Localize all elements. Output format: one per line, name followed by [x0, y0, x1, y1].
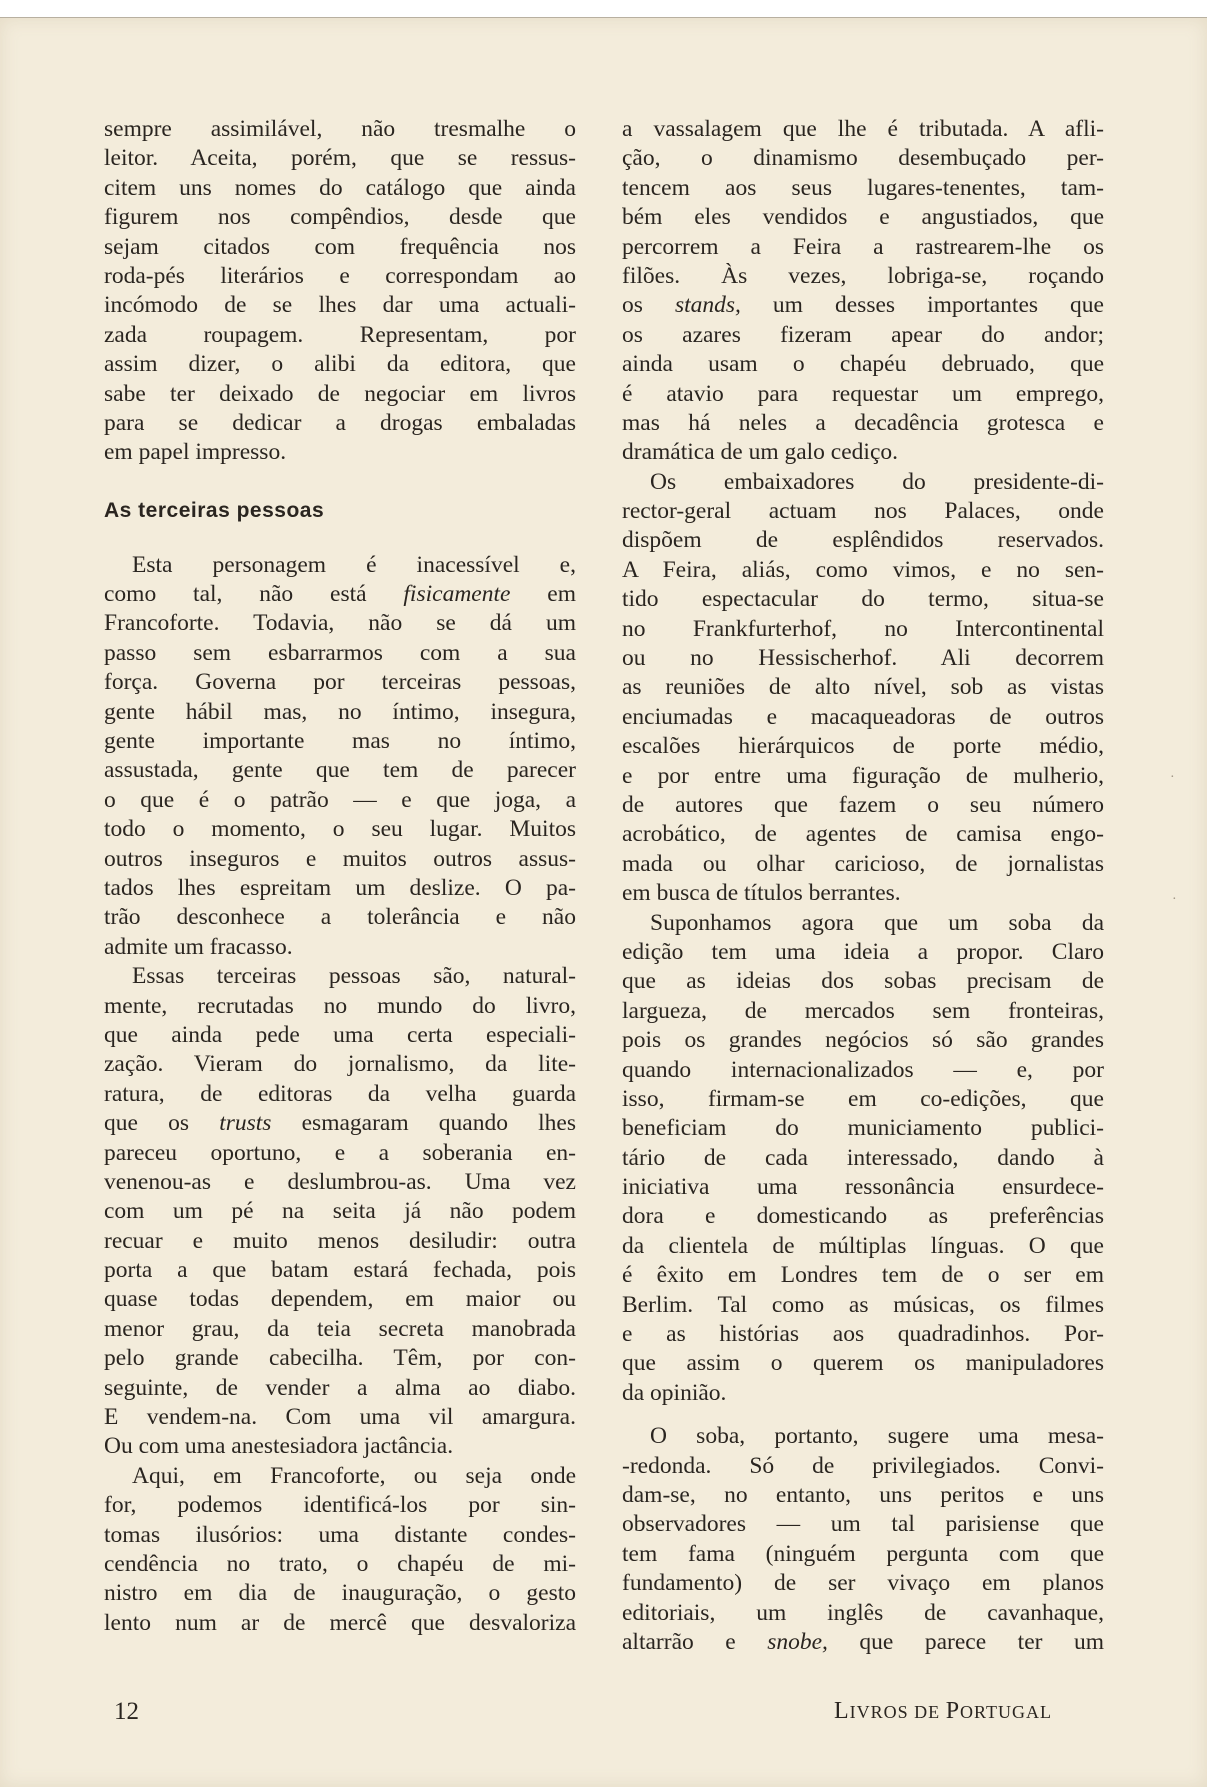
text-line: tencem aos seus lugares-tenentes, tam- [622, 174, 1104, 201]
text-line: outros inseguros e muitos outros assus- [104, 845, 576, 872]
text-line: -redonda. Só de privilegiados. Convi- [622, 1452, 1104, 1479]
text-line: zada roupagem. Representam, por [104, 321, 576, 348]
text-line: venenou-as e deslumbrou-as. Uma vez [104, 1168, 576, 1195]
text-line: com um pé na seita já não podem [104, 1198, 576, 1225]
text-line: escalões hierárquicos de porte médio, [622, 733, 1104, 760]
text-line: E vendem-na. Com uma vil amargura. [104, 1404, 576, 1431]
text-line: lento num ar de mercê que desvaloriza [104, 1609, 576, 1636]
text-line: altarrão e snobe, que parece ter um [622, 1628, 1104, 1655]
text-line: tados lhes espreitam um deslize. O pa- [104, 874, 576, 901]
text-line: zação. Vieram do jornalismo, da lite- [104, 1051, 576, 1078]
text-line: sabe ter deixado de negociar em livros [104, 380, 576, 407]
left-column [104, 115, 576, 1638]
text-line: trão desconhece a tolerância e não [104, 904, 576, 931]
text-line: dramática de um galo cediço. [622, 439, 898, 466]
text-line: os stands, um desses importantes que [622, 292, 1104, 319]
text-line: Berlim. Tal como as músicas, os filmes [622, 1291, 1104, 1318]
text-line: pois os grandes negócios só são grandes [622, 1027, 1104, 1054]
text-line: sejam citados com frequência nos [104, 233, 576, 260]
text-line: de autores que fazem o seu número [622, 791, 1104, 818]
text-line: ratura, de editoras da velha guarda [104, 1080, 576, 1107]
text-line: citem uns nomes do catálogo que ainda [104, 174, 576, 201]
text-line: gente hábil mas, no íntimo, insegura, [104, 698, 576, 725]
text-line: observadores — um tal parisiense que [622, 1511, 1104, 1538]
text-line: dora e domesticando as preferências [622, 1203, 1104, 1230]
text-line: é êxito em Londres tem de o ser em [622, 1262, 1104, 1289]
text-line: gente importante mas no íntimo, [104, 728, 576, 755]
text-line: é atavio para requestar um emprego, [622, 380, 1104, 407]
text-line: pelo grande cabecilha. Têm, por con- [104, 1345, 576, 1372]
section-heading: As terceiras pessoas [104, 498, 325, 522]
text-line: largueza, de mercados sem fronteiras, [622, 997, 1104, 1024]
text-line: em papel impresso. [104, 439, 287, 466]
text-line: como tal, não está fisicamente em [104, 581, 576, 608]
text-line: for, podemos identificá-los por sin- [104, 1492, 576, 1519]
paragraph-right-2 [622, 468, 1104, 909]
text-line: rector-geral actuam nos Palaces, onde [622, 498, 1104, 525]
text-line: Suponhamos agora que um soba da [650, 909, 1104, 936]
paragraph-left-2 [104, 551, 576, 962]
text-line: mada ou olhar caricioso, de jornalistas [622, 850, 1104, 877]
text-line: roda-pés literários e correspondam ao [104, 262, 576, 289]
text-line: leitor. Aceita, porém, que se ressus- [104, 145, 576, 172]
text-line: mente, recrutadas no mundo do livro, [104, 992, 576, 1019]
text-line: todo o momento, o seu lugar. Muitos [104, 816, 576, 843]
text-line: A Feira, aliás, como vimos, e no sen- [622, 556, 1104, 583]
text-line: e as histórias aos quadradinhos. Por- [622, 1321, 1104, 1348]
text-line: para se dedicar a drogas embaladas [104, 409, 576, 436]
text-line: editoriais, um inglês de cavanhaque, [622, 1599, 1104, 1626]
paragraph-right-4 [622, 1422, 1104, 1657]
text-line: da opinião. [622, 1379, 727, 1406]
margin-mark: · [1172, 892, 1177, 907]
text-line: sempre assimilável, não tresmalhe o [104, 116, 576, 142]
text-line: força. Governa por terceiras pessoas, [104, 669, 576, 696]
text-line: assustada, gente que tem de parecer [104, 757, 576, 784]
text-line: menor grau, da teia secreta manobrada [104, 1315, 576, 1342]
text-line: a vassalagem que lhe é tributada. A afli- [622, 116, 1104, 142]
text-line: edição tem uma ideia a propor. Claro [622, 938, 1104, 965]
paragraph-left-3 [104, 962, 576, 1462]
text-line: assim dizer, o alibi da editora, que [104, 351, 576, 378]
margin-mark: · [1170, 770, 1175, 785]
text-line: percorrem a Feira a rastrearem-lhe os [622, 233, 1104, 260]
text-line: tomas ilusórios: uma distante condes- [104, 1521, 576, 1548]
text-line: iniciativa uma ressonância ensurdece- [622, 1174, 1104, 1201]
text-line: acrobático, de agentes de camisa engo- [622, 821, 1104, 848]
text-line: ainda usam o chapéu debruado, que [622, 351, 1104, 378]
text-line: da clientela de múltiplas línguas. O que [622, 1232, 1104, 1259]
text-line: Essas terceiras pessoas são, natural- [132, 963, 576, 990]
text-line: seguinte, de vender a alma ao diabo. [104, 1374, 576, 1401]
text-line: e por entre uma figuração de mulherio, [622, 762, 1104, 789]
paragraph-right-1 [622, 115, 1104, 468]
page-number: 12 [114, 1698, 139, 1725]
text-line: isso, firmam-se em co-edições, que [622, 1085, 1104, 1112]
paragraph-right-3 [622, 909, 1104, 1409]
text-line: Esta personagem é inacessível e, [132, 551, 576, 578]
text-line: O soba, portanto, sugere uma mesa- [650, 1423, 1104, 1450]
text-line: que as ideias dos sobas precisam de [622, 968, 1104, 995]
text-line: que assim o querem os manipuladores [622, 1350, 1104, 1377]
text-line: Francoforte. Todavia, não se dá um [104, 610, 576, 637]
text-line: porta a que batam estará fechada, pois [104, 1257, 576, 1284]
text-line: dam-se, no entanto, uns peritos e uns [622, 1481, 1104, 1508]
text-line: os azares fizeram apear do andor; [622, 321, 1104, 348]
text-line: Aqui, em Francoforte, ou seja onde [132, 1462, 576, 1489]
running-title: LIVROS DE PORTUGAL [834, 1698, 1052, 1724]
text-line: nistro em dia de inauguração, o gesto [104, 1580, 576, 1607]
text-line: passo sem esbarrarmos com a sua [104, 639, 576, 666]
text-line: quando internacionalizados — e, por [622, 1056, 1104, 1083]
text-line: incómodo de se lhes dar uma actuali- [104, 292, 576, 319]
text-line: Os embaixadores do presidente-di- [650, 468, 1104, 495]
text-line: tido espectacular do termo, situa-se [622, 586, 1104, 613]
text-line: dispõem de esplêndidos reservados. [622, 527, 1104, 554]
text-line: tário de cada interessado, dando à [622, 1144, 1104, 1171]
paragraph-left-4 [104, 1462, 576, 1638]
text-line: Ou com uma anestesiadora jactância. [104, 1433, 454, 1460]
text-line: fundamento) de ser vivaço em planos [622, 1570, 1104, 1597]
text-line: quase todas dependem, em maior ou [104, 1286, 576, 1313]
text-line: ção, o dinamismo desembuçado per- [622, 145, 1104, 172]
text-line: cendência no trato, o chapéu de mi- [104, 1550, 576, 1577]
text-line: as reuniões de alto nível, sob as vistas [622, 674, 1104, 701]
text-line: mas há neles a decadência grotesca e [622, 409, 1104, 436]
text-line: tem fama (ninguém pergunta com que [622, 1540, 1104, 1567]
text-line: que os trusts esmagaram quando lhes [104, 1110, 576, 1137]
text-line: recuar e muito menos desiludir: outra [104, 1227, 576, 1254]
right-column [622, 115, 1104, 1657]
text-line: que ainda pede uma certa especiali- [104, 1021, 576, 1048]
text-line: o que é o patrão — e que joga, a [104, 786, 576, 813]
text-line: no Frankfurterhof, no Intercontinental [622, 615, 1104, 642]
text-line: figurem nos compêndios, desde que [104, 204, 576, 231]
text-line: admite um fracasso. [104, 933, 293, 960]
text-line: pareceu oportuno, e a soberania en- [104, 1139, 576, 1166]
text-line: ou no Hessischerhof. Ali decorrem [622, 645, 1104, 672]
text-line: bém eles vendidos e angustiados, que [622, 204, 1104, 231]
text-line: filões. Às vezes, lobriga-se, roçando [622, 262, 1104, 289]
text-line: beneficiam do municiamento publici- [622, 1115, 1104, 1142]
paragraph-left-1 [104, 115, 576, 468]
text-line: em busca de títulos berrantes. [622, 880, 901, 907]
text-line: enciumadas e macaqueadoras de outros [622, 703, 1104, 730]
